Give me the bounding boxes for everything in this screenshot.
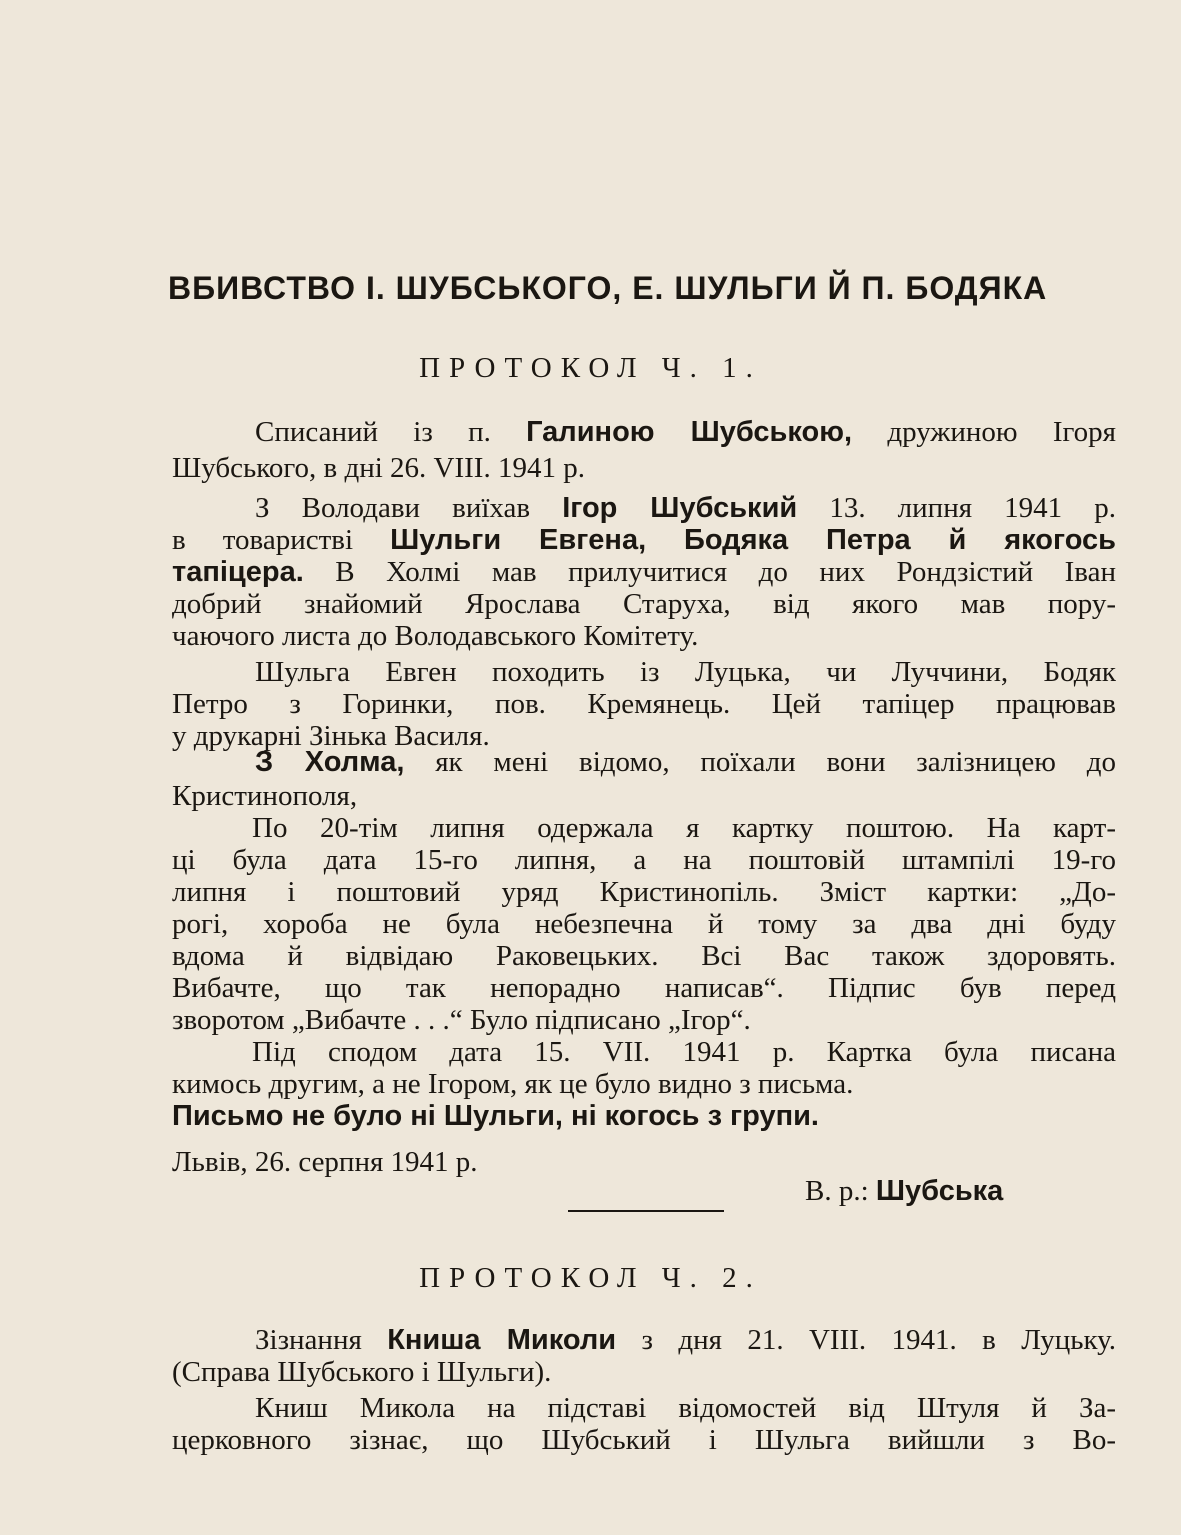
text-line: З Володави виїхав Ігор Шубський 13. липня 1941 р. <box>255 492 1116 524</box>
text-line: Петро з Горинки, пов. Кремянець. Цей тапіцер працював <box>172 688 1116 720</box>
text-line: рогі, хороба не була небезпечна й тому за два дні буду <box>172 908 1116 940</box>
text-line: Письмо не було ні Шульги, ні когось з групи. <box>172 1100 819 1132</box>
text-line: Львів, 26. серпня 1941 р. <box>172 1146 478 1178</box>
text-line: церковного зізнає, що Шубський і Шульга вийшли з Во- <box>172 1424 1116 1456</box>
signature-prefix: В. р.: <box>805 1175 876 1207</box>
text-line: Книш Микола на підставі відомостей від Штуля й За- <box>255 1392 1116 1424</box>
section-divider <box>568 1210 724 1212</box>
text-line: Вибачте, що так непорадно написав“. Підпис був перед <box>172 972 1116 1004</box>
text-line: Кристинополя, <box>172 780 358 812</box>
protocol-1-heading: ПРОТОКОЛ Ч. 1. <box>419 352 762 384</box>
text-line: Списаний із п. Галиною Шубською, дружиною Ігоря <box>255 416 1116 448</box>
text-line: Під сподом дата 15. VII. 1941 р. Картка була писана <box>252 1036 1116 1068</box>
text-line: вдома й відвідаю Раковецьких. Всі Вас також здоровять. <box>172 940 1116 972</box>
text-line: кимось другим, а не Ігором, як це було видно з письма. <box>172 1068 854 1100</box>
protocol-2-heading: ПРОТОКОЛ Ч. 2. <box>419 1262 762 1294</box>
text-line: Шульга Евген походить із Луцька, чи Луччини, Бодяк <box>255 656 1116 688</box>
document-title: ВБИВСТВО І. ШУБСЬКОГО, Е. ШУЛЬГИ Й П. БОДЯКА <box>168 270 1048 306</box>
text-line: в товаристві Шульги Евгена, Бодяка Петра й якогось <box>172 524 1116 556</box>
text-line: З Холма, як мені відомо, поїхали вони залізницею до <box>255 746 1117 778</box>
signature-line <box>805 1175 1003 1208</box>
text-line: Зізнання Книша Миколи з дня 21. VIII. 1941. в Луцьку. <box>255 1324 1116 1356</box>
signature-name: Шубська <box>875 1175 1004 1207</box>
text-line: Шубського, в дні 26. VIII. 1941 р. <box>172 452 585 484</box>
text-line: тапіцера. В Холмі мав прилучитися до них Рондзістий Іван <box>172 556 1116 588</box>
text-line: у друкарні Зінька Василя. <box>172 720 490 752</box>
text-line: ці була дата 15-го липня, а на поштовій штампілі 19-го <box>172 844 1116 876</box>
text-line: чаючого листа до Володавського Комітету. <box>172 620 699 652</box>
text-line: По 20-тім липня одержала я картку поштою. На карт- <box>252 812 1116 844</box>
text-line: зворотом „Вибачте . . .“ Було підписано „Ігор“. <box>172 1004 751 1036</box>
text-line: добрий знайомий Ярослава Старуха, від якого мав пору- <box>172 588 1116 620</box>
text-line: (Справа Шубського і Шульги). <box>172 1356 552 1388</box>
text-line: липня і поштовий уряд Кристинопіль. Зміст картки: „До- <box>172 876 1116 908</box>
